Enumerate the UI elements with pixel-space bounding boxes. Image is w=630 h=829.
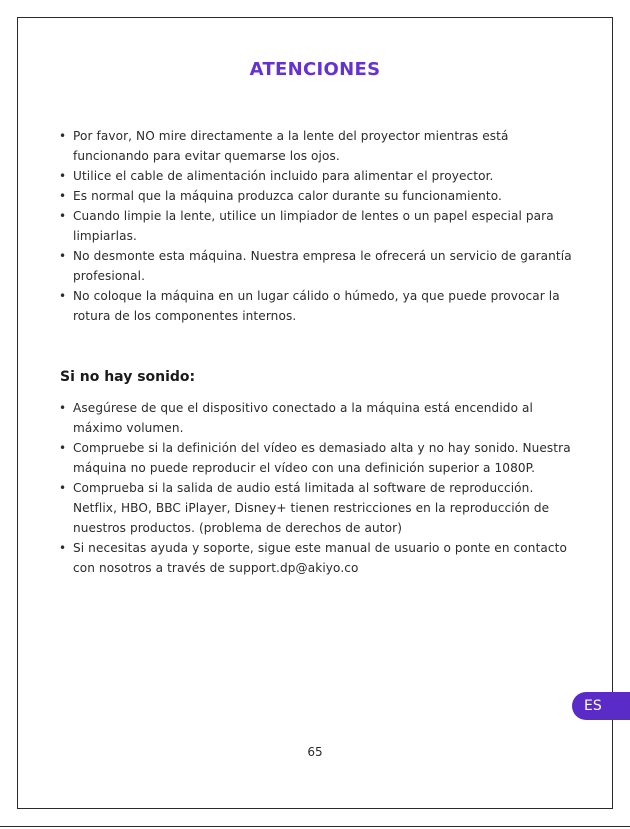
list-item bbox=[57, 246, 577, 286]
list-item bbox=[57, 126, 577, 166]
list-item-text: No desmonte esta máquina. Nuestra empresa le ofrecerá un servicio de garantía profesional. bbox=[73, 249, 572, 283]
list-item bbox=[57, 186, 577, 206]
bullet-icon: • bbox=[59, 209, 67, 223]
list-item bbox=[57, 166, 577, 186]
bullet-icon: • bbox=[59, 541, 67, 555]
bullet-icon: • bbox=[59, 401, 67, 415]
bottom-divider bbox=[0, 826, 630, 827]
list-item-text: Por favor, NO mire directamente a la lente del proyector mientras está funcionando para evitar quemarse los ojos. bbox=[73, 129, 509, 163]
list-item-text: Comprueba si la salida de audio está limitada al software de reproducción. Netflix, HBO, BBC iPlayer, Disney+ tienen restricciones en la reproducción de nuestros productos. (problema de derechos de autor) bbox=[73, 481, 550, 535]
list-item-text: Es normal que la máquina produzca calor durante su funcionamiento. bbox=[73, 189, 502, 203]
bullet-icon: • bbox=[59, 441, 67, 455]
list-item-text: Compruebe si la definición del vídeo es demasiado alta y no hay sonido. Nuestra máquina no puede reproducir el vídeo con una definición superior a 1080P. bbox=[73, 441, 571, 475]
list-item bbox=[57, 286, 577, 326]
bullet-icon: • bbox=[59, 481, 67, 495]
no-sound-heading: Si no hay sonido: bbox=[60, 369, 196, 385]
list-item bbox=[57, 538, 577, 578]
list-item-text: Utilice el cable de alimentación incluido para alimentar el proyector. bbox=[73, 169, 494, 183]
bullet-icon: • bbox=[59, 249, 67, 263]
list-item bbox=[57, 438, 577, 478]
bullet-icon: • bbox=[59, 169, 67, 183]
language-tab: ES bbox=[572, 692, 630, 720]
list-item bbox=[57, 206, 577, 246]
list-item-text: Asegúrese de que el dispositivo conectado a la máquina está encendido al máximo volumen. bbox=[73, 401, 533, 435]
page-number: 65 bbox=[307, 745, 323, 759]
list-item bbox=[57, 478, 577, 538]
list-item bbox=[57, 398, 577, 438]
page-title: ATENCIONES bbox=[249, 59, 381, 80]
no-sound-list bbox=[57, 398, 577, 578]
bullet-icon: • bbox=[59, 189, 67, 203]
list-item-text: Cuando limpie la lente, utilice un limpiador de lentes o un papel especial para limpiarlas. bbox=[73, 209, 554, 243]
list-item-text: Si necesitas ayuda y soporte, sigue este manual de usuario o ponte en contacto con nosotros a través de support.dp@akiyo.co bbox=[73, 541, 568, 575]
list-item-text: No coloque la máquina en un lugar cálido o húmedo, ya que puede provocar la rotura de los componentes internos. bbox=[73, 289, 560, 323]
bullet-icon: • bbox=[59, 289, 67, 303]
precautions-list bbox=[57, 126, 577, 326]
bullet-icon: • bbox=[59, 129, 67, 143]
